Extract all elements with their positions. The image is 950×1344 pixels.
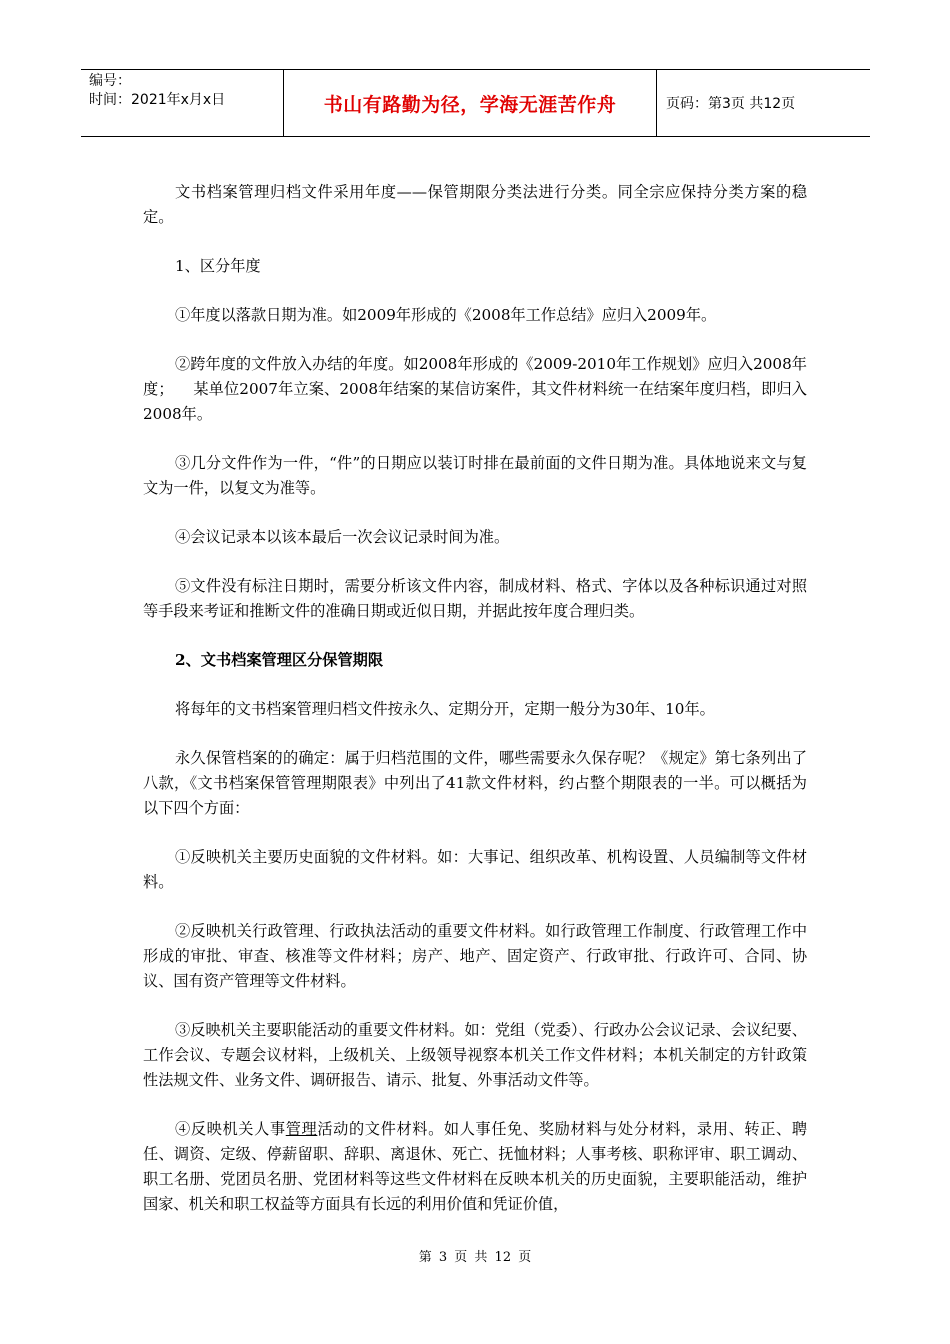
paragraph-text: ④反映机关人事 — [175, 1120, 286, 1138]
paragraph — [143, 1117, 807, 1217]
paragraph: 文书档案管理归档文件采用年度——保管期限分类法进行分类。同全宗应保持分类方案的稳定。 — [143, 183, 807, 226]
paragraph: ①反映机关主要历史面貌的文件材料。如：大事记、组织改革、机构设置、人员编制等文件材料。 — [143, 848, 807, 891]
paragraph: ②反映机关行政管理、行政执法活动的重要文件材料。如行政管理工作制度、行政管理工作中形成的审批、审查、核准等文件材料；房产、地产、固定资产、行政审批、行政许可、合同、协议、国有资产管理等文件材料。 — [143, 922, 807, 990]
paragraph: ③几分文件作为一件，“件”的日期应以装订时排在最前面的文件日期为准。具体地说来文与复文为一件，以复文为准等。 — [143, 454, 807, 497]
paragraph: ④会议记录本以该本最后一次会议记录时间为准。 — [175, 528, 510, 546]
page-footer: 第 3 页 共 12 页 — [418, 1250, 532, 1265]
page-header — [81, 69, 870, 137]
header-meta — [81, 70, 284, 136]
paragraph: ③反映机关主要职能活动的重要文件材料。如：党组（党委）、行政办公会议记录、会议纪要、工作会议、专题会议材料，上级机关、上级领导视察本机关工作文件材料；本机关制定的方针政策性法规文件、业务文件、调研报告、请示、批复、外事活动文件等。 — [143, 1021, 807, 1089]
paragraph: ⑤文件没有标注日期时，需要分析该文件内容，制成材料、格式、字体以及各种标识通过对照等手段来考证和推断文件的准确日期或近似日期，并据此按年度合理归类。 — [143, 577, 807, 620]
paragraph: ②跨年度的文件放入办结的年度。如2008年形成的《2009-2010年工作规划》应归入2008年度； 某单位2007年立案、2008年结案的某信访案件，其文件材料统一在结案年度归档，即归入2008年。 — [143, 355, 807, 423]
paragraph: 永久保管档案的的确定：属于归档范围的文件，哪些需要永久保存呢？《规定》第七条列出了八款，《文书档案保管管理期限表》中列出了41款文件材料，约占整个期限表的一半。可以概括为以下四个方面： — [143, 749, 807, 817]
paragraph: 将每年的文书档案管理归档文件按永久、定期分开，定期一般分为30年、10年。 — [175, 700, 715, 718]
paragraph: ①年度以落款日期为准。如2009年形成的《2008年工作总结》应归入2009年。 — [175, 306, 717, 324]
paragraph-text: 活动的文件材料。如人事任免、奖励材料与处分材料，录用、转正、聘任、调资、定级、停薪留职、辞职、离退休、死亡、抚恤材料；人事考核、职称评审、职工调动、职工名册、党团员名册、党团材料等这些文件材料在反映本机关的历史面貌，主要职能活动，维护国家、机关和职工权益等方面具有长远的利用价值和凭证价值， — [143, 1120, 808, 1213]
section-heading: 2、文书档案管理区分保管期限 — [175, 651, 384, 669]
date-label: 时间：2021年x月x日 — [89, 92, 226, 108]
section-heading: 1、区分年度 — [175, 257, 261, 275]
underlined-link-text[interactable]: 管理 — [285, 1120, 318, 1138]
number-label: 编号： — [89, 73, 131, 89]
header-page-label: 页码：第3页 共12页 — [666, 96, 796, 112]
header-motto: 书山有路勤为径，学海无涯苦作舟 — [284, 70, 657, 136]
document-body — [143, 180, 807, 1241]
